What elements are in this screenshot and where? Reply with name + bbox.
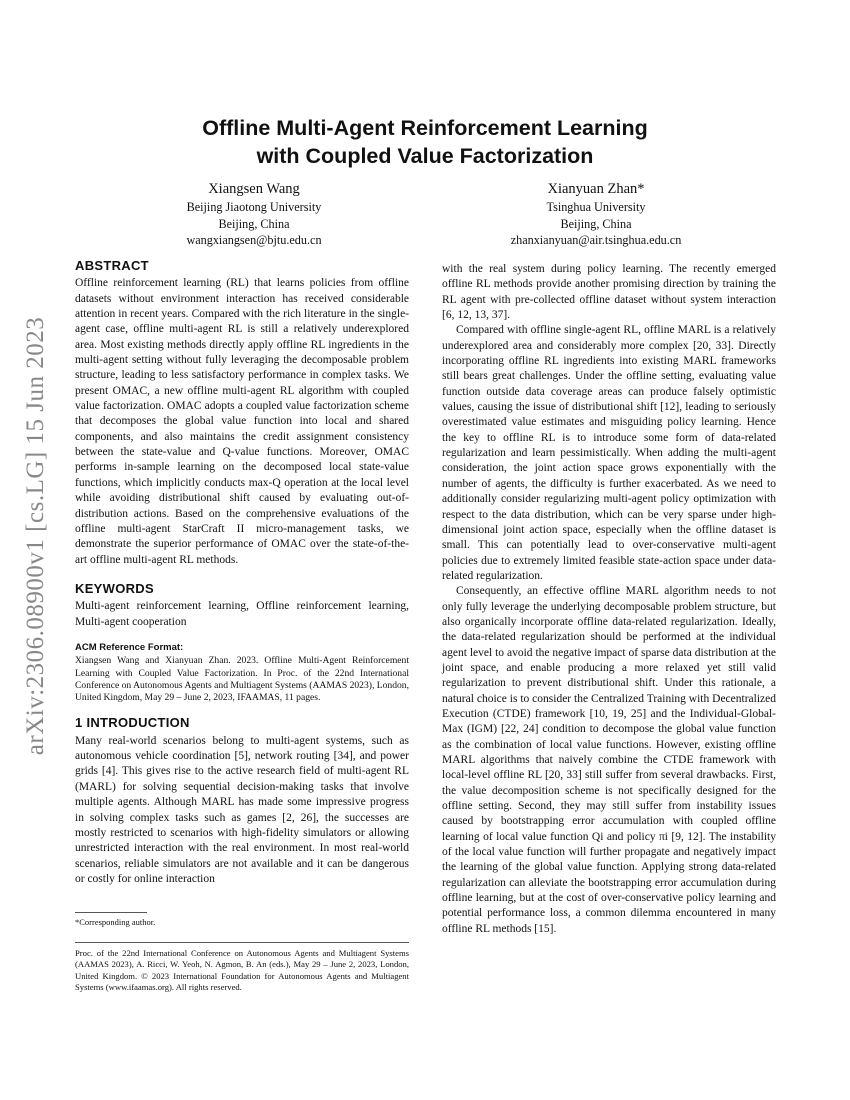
proceedings-rule	[75, 942, 409, 943]
footnote-rule	[75, 912, 147, 913]
body-paragraph: with the real system during policy learning. The recently emerged offline RL methods provide another promising direction by training the RL agent with pre-collected offline dataset without system interaction [6, 12, 13, 37].	[442, 263, 776, 322]
author-affiliation: Tsinghua University	[546, 200, 646, 214]
author-name: Xianyuan Zhan*	[547, 181, 645, 197]
author-name: Xiangsen Wang	[208, 181, 300, 197]
keywords-text: Multi-agent reinforcement learning, Offline reinforcement learning, Multi-agent cooperation	[75, 600, 409, 628]
author-location: Beijing, China	[560, 216, 632, 231]
acm-reference-heading: ACM Reference Format:	[75, 641, 184, 653]
footnote-area	[75, 912, 409, 994]
title-line-2: with Coupled Value Factorization	[256, 144, 594, 168]
introduction-heading: 1 INTRODUCTION	[75, 715, 190, 731]
arxiv-stamp: arXiv:2306.08900v1 [cs.LG] 15 Jun 2023	[22, 316, 49, 756]
footnote-text: *Corresponding author.	[75, 917, 156, 927]
body-paragraph: Consequently, an effective offline MARL algorithm needs to not only fully leverage the underlying decomposable problem structure, but also organically incorporate offline data-related regularization. Ideally, the data-related regularization should be performed at the individual agent level to avoid the negative impact of sparse data distribution at the joint space, and enable producing a more relaxed yet still valid regularization to prevent distributional shift. Under this rationale, a natural choice is to consider the Centralized Training with Decentralized Execution (CTDE) framework [10, 19, 25] and the Individual-Global-Max (IGM) [22, 24] condition to decompose the global value function as the combination of local value functions. However, existing offline MARL algorithms that naively combine the CTDE framework with local-level offline RL [20, 33] still suffer from several drawbacks. First, the value decomposition scheme is not specifically designed for the offline setting. Second, they may still suffer from instability issues caused by bootstrapping error accumulation with coupled offline learning of local value function Qi and policy πi [9, 12]. The instability of the local value function will further propagate and negatively impact the learning of the global value function. Applying strong data-related regularization can alleviate the bootstrapping error accumulation during offline learning, but at the cost of over-conservative policy learning and potential performance loss, a common dilemma encountered in many offline RL methods [15].	[442, 585, 776, 935]
author-block-1	[104, 180, 404, 249]
abstract-text: Offline reinforcement learning (RL) that learns policies from offline datasets without environment interaction has received considerable attention in recent years. Compared with the rich literature in the single-agent case, offline multi-agent RL is still a relatively underexplored area. Most existing methods directly apply offline RL ingredients in the multi-agent setting without fully leveraging the decomposable problem structure, leading to less satisfactory performance in complex tasks. We present OMAC, a new offline multi-agent RL algorithm with coupled value factorization. OMAC adopts a coupled value factorization scheme that decomposes the global value function into local and shared components, and also maintains the credit assignment consistency between the state-value and Q-value functions. Moreover, OMAC performs in-sample learning on the decomposed local state-value functions, which implicitly conducts max-Q operation at the local level while avoiding distributional shift caused by evaluating out-of-distribution actions. Based on the comprehensive evaluations of the offline multi-agent StarCraft II micro-management tasks, we demonstrate the superior performance of OMAC over the state-of-the-art offline multi-agent RL methods.	[75, 277, 409, 566]
author-email: zhanxianyuan@air.tsinghua.edu.cn	[510, 233, 682, 247]
keywords-heading: KEYWORDS	[75, 580, 154, 596]
abstract-heading: ABSTRACT	[75, 258, 149, 273]
author-email: wangxiangsen@bjtu.edu.cn	[186, 233, 322, 247]
right-column	[442, 262, 776, 937]
body-paragraph: Compared with offline single-agent RL, offline MARL is a relatively underexplored area and considerably more complex [20, 33]. Directly incorporating offline RL ingredients into existing MARL frameworks still bears great challenges. Under the offline setting, evaluating value function outside data coverage areas can produce falsely optimistic values, causing the issue of distributional shift [12], leading to seriously overestimated value estimates and misguiding policy learning. Hence the key to offline RL is to introduce some form of data-related regularization and learn pessimistically. When adding the multi-agent consideration, the joint action space grows exponentially with the number of agents, the difficulty is further exacerbated. As we need to additionally consider regularizing multi-agent policy optimization with respect to the data distribution, which can be very sparse under high-dimensional joint action space, especially when the offline dataset is small. This can potentially lead to over-conservative multi-agent policies due to extremely limited feasible state-action space under data-related regularization.	[442, 324, 776, 582]
author-affiliation: Beijing Jiaotong University	[186, 200, 322, 214]
introduction-paragraph: Many real-world scenarios belong to multi-agent systems, such as autonomous vehicle coordination [5], network routing [34], and power grids [4]. This gives rise to the active research field of multi-agent RL (MARL) for solving sequential decision-making tasks that involve multiple agents. Although MARL has made some impressive progress in solving complex tasks such as games [2, 26], the successes are mostly restricted to scenarios with high-fidelity simulators or allowing unrestricted interaction with the real environment. In most real-world scenarios, reliable simulators are not available and it can be dangerous or costly for online interaction	[75, 734, 409, 885]
acm-reference-text: Xiangsen Wang and Xianyuan Zhan. 2023. Offline Multi-Agent Reinforcement Learning with Coupled Value Factorization. In Proc. of the 22nd International Conference on Autonomous Agents and Multiagent Systems (AAMAS 2023), London, United Kingdom, May 29 – June 2, 2023, IFAAMAS, 11 pages.	[75, 655, 409, 704]
left-column	[75, 258, 409, 887]
author-block-2	[446, 180, 746, 249]
title-line-1: Offline Multi-Agent Reinforcement Learning	[202, 116, 648, 140]
author-location: Beijing, China	[218, 216, 290, 231]
paper-title	[75, 114, 775, 170]
proceedings-notice: Proc. of the 22nd International Conference on Autonomous Agents and Multiagent Systems (AAMAS 2023), A. Ricci, W. Yeoh, N. Agmon, B. An (eds.), May 29 – June 2, 2023, London, United Kingdom. © 2023 International Foundation for Autonomous Agents and Multiagent Systems (www.ifaamas.org). All rights reserved.	[75, 948, 409, 993]
